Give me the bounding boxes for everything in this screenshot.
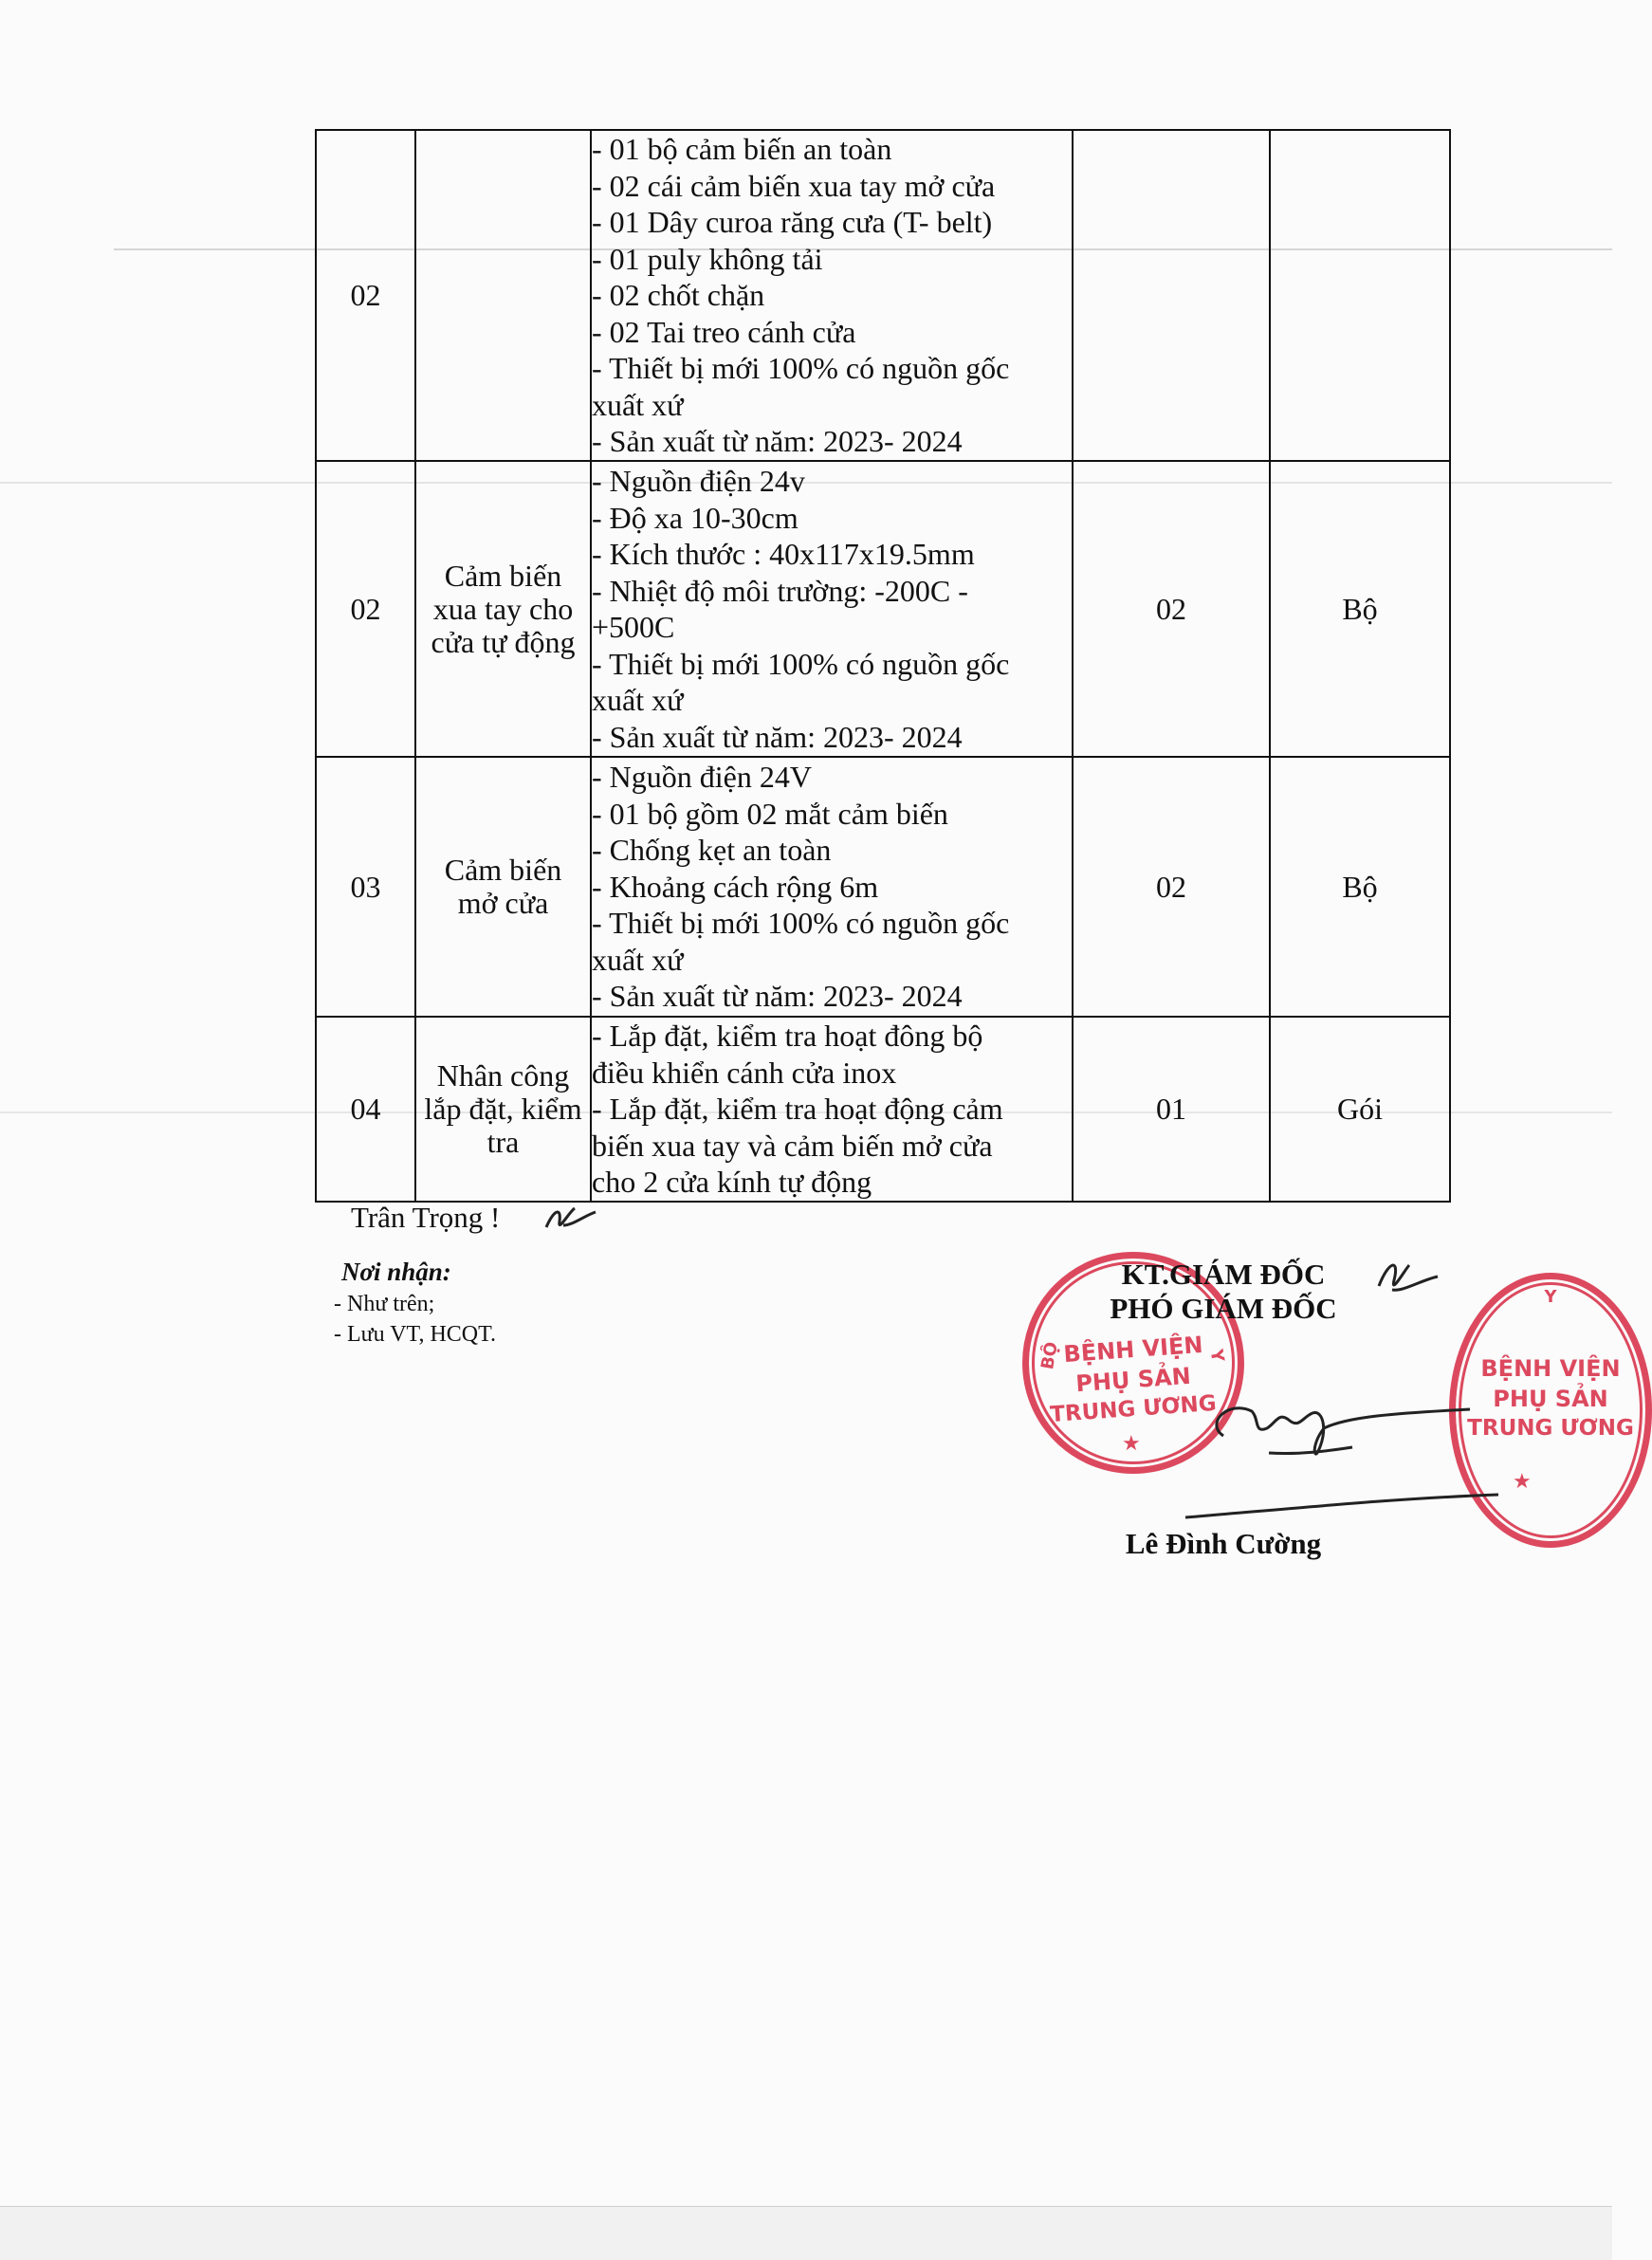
spec-line: - Nguồn điện 24v: [592, 464, 805, 498]
spec-line: - Kích thước : 40x117x19.5mm: [592, 537, 975, 571]
spec-line: biến xua tay và cảm biến mở cửa: [592, 1128, 993, 1163]
spec-line: - 01 bộ gồm 02 mắt cảm biến: [592, 796, 948, 831]
stamp-line: TRUNG ƯƠNG: [1467, 1416, 1634, 1441]
item-name-line: xua tay cho: [432, 591, 574, 626]
row-number: 02: [316, 461, 415, 757]
spec-line: cho 2 cửa kính tự động: [592, 1165, 872, 1199]
row-number: 03: [316, 757, 415, 1017]
item-name-line: tra: [486, 1124, 520, 1159]
signer-name: Lê Đình Cường: [1125, 1527, 1322, 1560]
signature-subtitle: PHÓ GIÁM ĐỐC: [1110, 1292, 1337, 1325]
row-number: 04: [316, 1017, 415, 1202]
spec-line: - 01 puly không tải: [592, 241, 823, 276]
item-name: [415, 757, 591, 1017]
item-unit: Bộ: [1270, 757, 1450, 1017]
spec-line: xuất xứ: [592, 942, 684, 977]
item-unit: [1270, 130, 1450, 461]
item-specification: [591, 1017, 1073, 1202]
signature-title: KT.GIÁM ĐỐC: [1121, 1258, 1326, 1291]
item-name-line: mở cửa: [457, 886, 549, 920]
item-specification: [591, 461, 1073, 757]
stamp-line: PHỤ SẢN: [1493, 1386, 1608, 1412]
stamp-line: PHỤ SẢN: [1074, 1362, 1192, 1398]
item-quantity: 02: [1073, 757, 1270, 1017]
item-quantity: [1073, 130, 1270, 461]
spec-line: xuất xứ: [592, 387, 684, 422]
table-row: [316, 757, 1450, 1017]
stamp-side-label: BỘ: [1037, 1340, 1062, 1371]
stamp-star-icon: ★: [1122, 1431, 1141, 1455]
spec-line: - 02 cái cảm biến xua tay mở cửa: [592, 168, 996, 203]
spec-line: +500C: [592, 610, 675, 644]
spec-line: - Thiết bị mới 100% có nguồn gốc: [592, 351, 1010, 386]
item-quantity: 01: [1073, 1017, 1270, 1202]
spec-line: - Thiết bị mới 100% có nguồn gốc: [592, 906, 1010, 941]
item-specification: [591, 757, 1073, 1017]
spec-line: - 01 bộ cảm biến an toàn: [592, 132, 892, 167]
table-row: [316, 1017, 1450, 1202]
recipients-title: Nơi nhận:: [341, 1258, 451, 1286]
item-unit: Bộ: [1270, 461, 1450, 757]
stamp-line: TRUNG ƯƠNG: [1049, 1390, 1218, 1428]
recipient-line: - Như trên;: [334, 1292, 435, 1316]
spec-line: - Lắp đặt, kiểm tra hoạt động cảm: [592, 1092, 1003, 1126]
stamp-star-icon: ★: [1513, 1469, 1532, 1493]
spec-line: điều khiển cánh cửa inox: [592, 1055, 897, 1090]
item-name-line: lắp đặt, kiểm: [424, 1091, 582, 1126]
item-name: [415, 130, 591, 461]
spec-line: - 02 Tai treo cánh cửa: [592, 314, 856, 349]
spec-line: - Sản xuất từ năm: 2023- 2024: [592, 424, 963, 459]
recipient-line: - Lưu VT, HCQT.: [334, 1322, 496, 1347]
spec-line: - Sản xuất từ năm: 2023- 2024: [592, 979, 963, 1014]
spec-line: - Nhiệt độ môi trường: -200C -: [592, 573, 968, 608]
item-name-line: Cảm biến: [444, 853, 562, 887]
initial-mark: [542, 1203, 599, 1240]
spec-line: - Nguồn điện 24V: [592, 760, 812, 795]
spec-line: - 01 Dây curoa răng cưa (T- belt): [592, 205, 993, 240]
item-name: [415, 1017, 591, 1202]
item-name-line: Cảm biến: [444, 558, 562, 593]
stamp-line: BỆNH VIỆN: [1062, 1331, 1204, 1369]
spec-line: - Thiết bị mới 100% có nguồn gốc: [592, 646, 1010, 681]
handwritten-signature: [1185, 1366, 1508, 1517]
scan-bottom-band: [0, 2206, 1612, 2260]
spec-line: xuất xứ: [592, 683, 684, 717]
item-quantity: 02: [1073, 461, 1270, 757]
closing-text: Trân Trọng !: [351, 1201, 501, 1234]
table-row: [316, 130, 1450, 461]
spec-line: - Sản xuất từ năm: 2023- 2024: [592, 719, 963, 754]
spec-line: - Chống kẹt an toàn: [592, 833, 832, 868]
item-name: [415, 461, 591, 757]
spec-line: - Lắp đặt, kiểm tra hoạt đông bộ: [592, 1019, 983, 1053]
item-unit: Gói: [1270, 1017, 1450, 1202]
stamp-line: BỆNH VIỆN: [1480, 1355, 1621, 1382]
item-name-line: cửa tự động: [431, 624, 576, 659]
item-specification: [591, 130, 1073, 461]
spec-line: - 02 chốt chặn: [592, 278, 765, 313]
initial-mark: [1371, 1248, 1447, 1314]
stamp-side-label: Y: [1205, 1348, 1228, 1364]
spec-line: - Độ xa 10-30cm: [592, 500, 798, 535]
spec-line: - Khoảng cách rộng 6m: [592, 869, 879, 904]
stamp-top-label: Y: [1544, 1287, 1557, 1307]
item-name-line: Nhân công: [436, 1057, 570, 1093]
equipment-table: [315, 129, 1451, 1203]
table-row: [316, 461, 1450, 757]
row-number: 02: [316, 130, 415, 461]
